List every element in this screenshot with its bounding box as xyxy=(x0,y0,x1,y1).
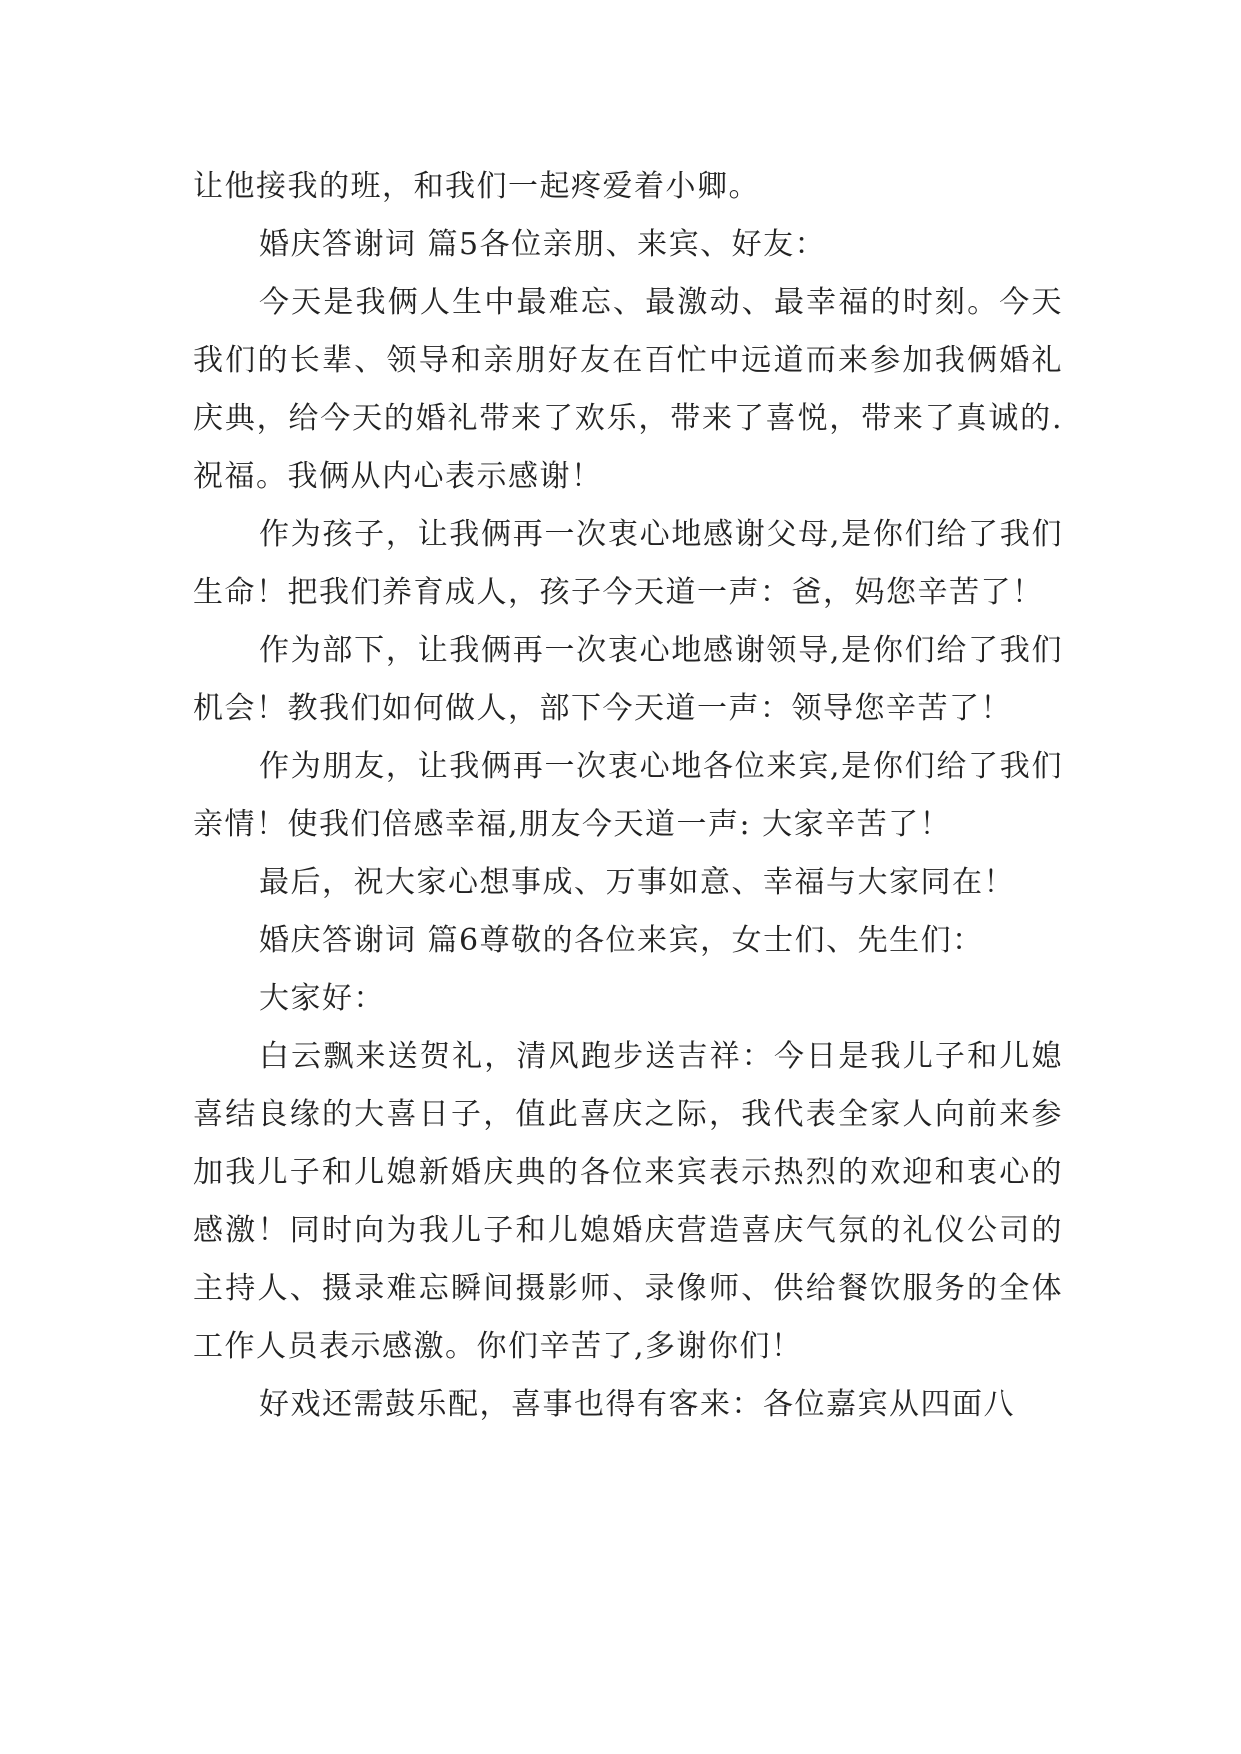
paragraph: 让他接我的班，和我们一起疼爱着小卿。 xyxy=(193,169,760,204)
section-heading-paragraph: 婚庆答谢词 篇6尊敬的各位来宾，女士们、先生们： xyxy=(259,923,984,958)
paragraph: 大家好： xyxy=(259,981,385,1016)
paragraph: 作为孩子，让我俩再一次衷心地感谢父母,是你们给了我们生命！把我们养育成人，孩子今天道一声：爸，妈您辛苦了！ xyxy=(193,517,1063,610)
section-heading-paragraph: 婚庆答谢词 篇5各位亲朋、来宾、好友： xyxy=(259,227,827,262)
paragraph: 作为部下，让我俩再一次衷心地感谢领导,是你们给了我们机会！教我们如何做人，部下今天道一声：领导您辛苦了！ xyxy=(193,633,1063,726)
paragraph: 作为朋友，让我俩再一次衷心地各位来宾,是你们给了我们亲情！使我们倍感幸福,朋友今天道一声: 大家辛苦了！ xyxy=(193,749,1063,842)
paragraph: 白云飘来送贺礼，清风跑步送吉祥：今日是我儿子和儿媳喜结良缘的大喜日子，值此喜庆之际，我代表全家人向前来参加我儿子和儿媳新婚庆典的各位来宾表示热烈的欢迎和衷心的感激！同时向为我儿子和儿媳婚庆营造喜庆气氛的礼仪公司的主持人、摄录难忘瞬间摄影师、录像师、供给餐饮服务的全体工作人员表示感激。你们辛苦了,多谢你们！ xyxy=(193,1039,1063,1364)
paragraph: 最后，祝大家心想事成、万事如意、幸福与大家同在！ xyxy=(259,865,1015,900)
document-body xyxy=(193,158,1063,1434)
paragraph: 今天是我俩人生中最难忘、最激动、最幸福的时刻。今天我们的长辈、领导和亲朋好友在百忙中远道而来参加我俩婚礼庆典，给今天的婚礼带来了欢乐，带来了喜悦，带来了真诚的.祝福。我俩从内心表示感谢！ xyxy=(193,285,1063,494)
paragraph: 好戏还需鼓乐配，喜事也得有客来：各位嘉宾从四面八 xyxy=(259,1387,1015,1422)
